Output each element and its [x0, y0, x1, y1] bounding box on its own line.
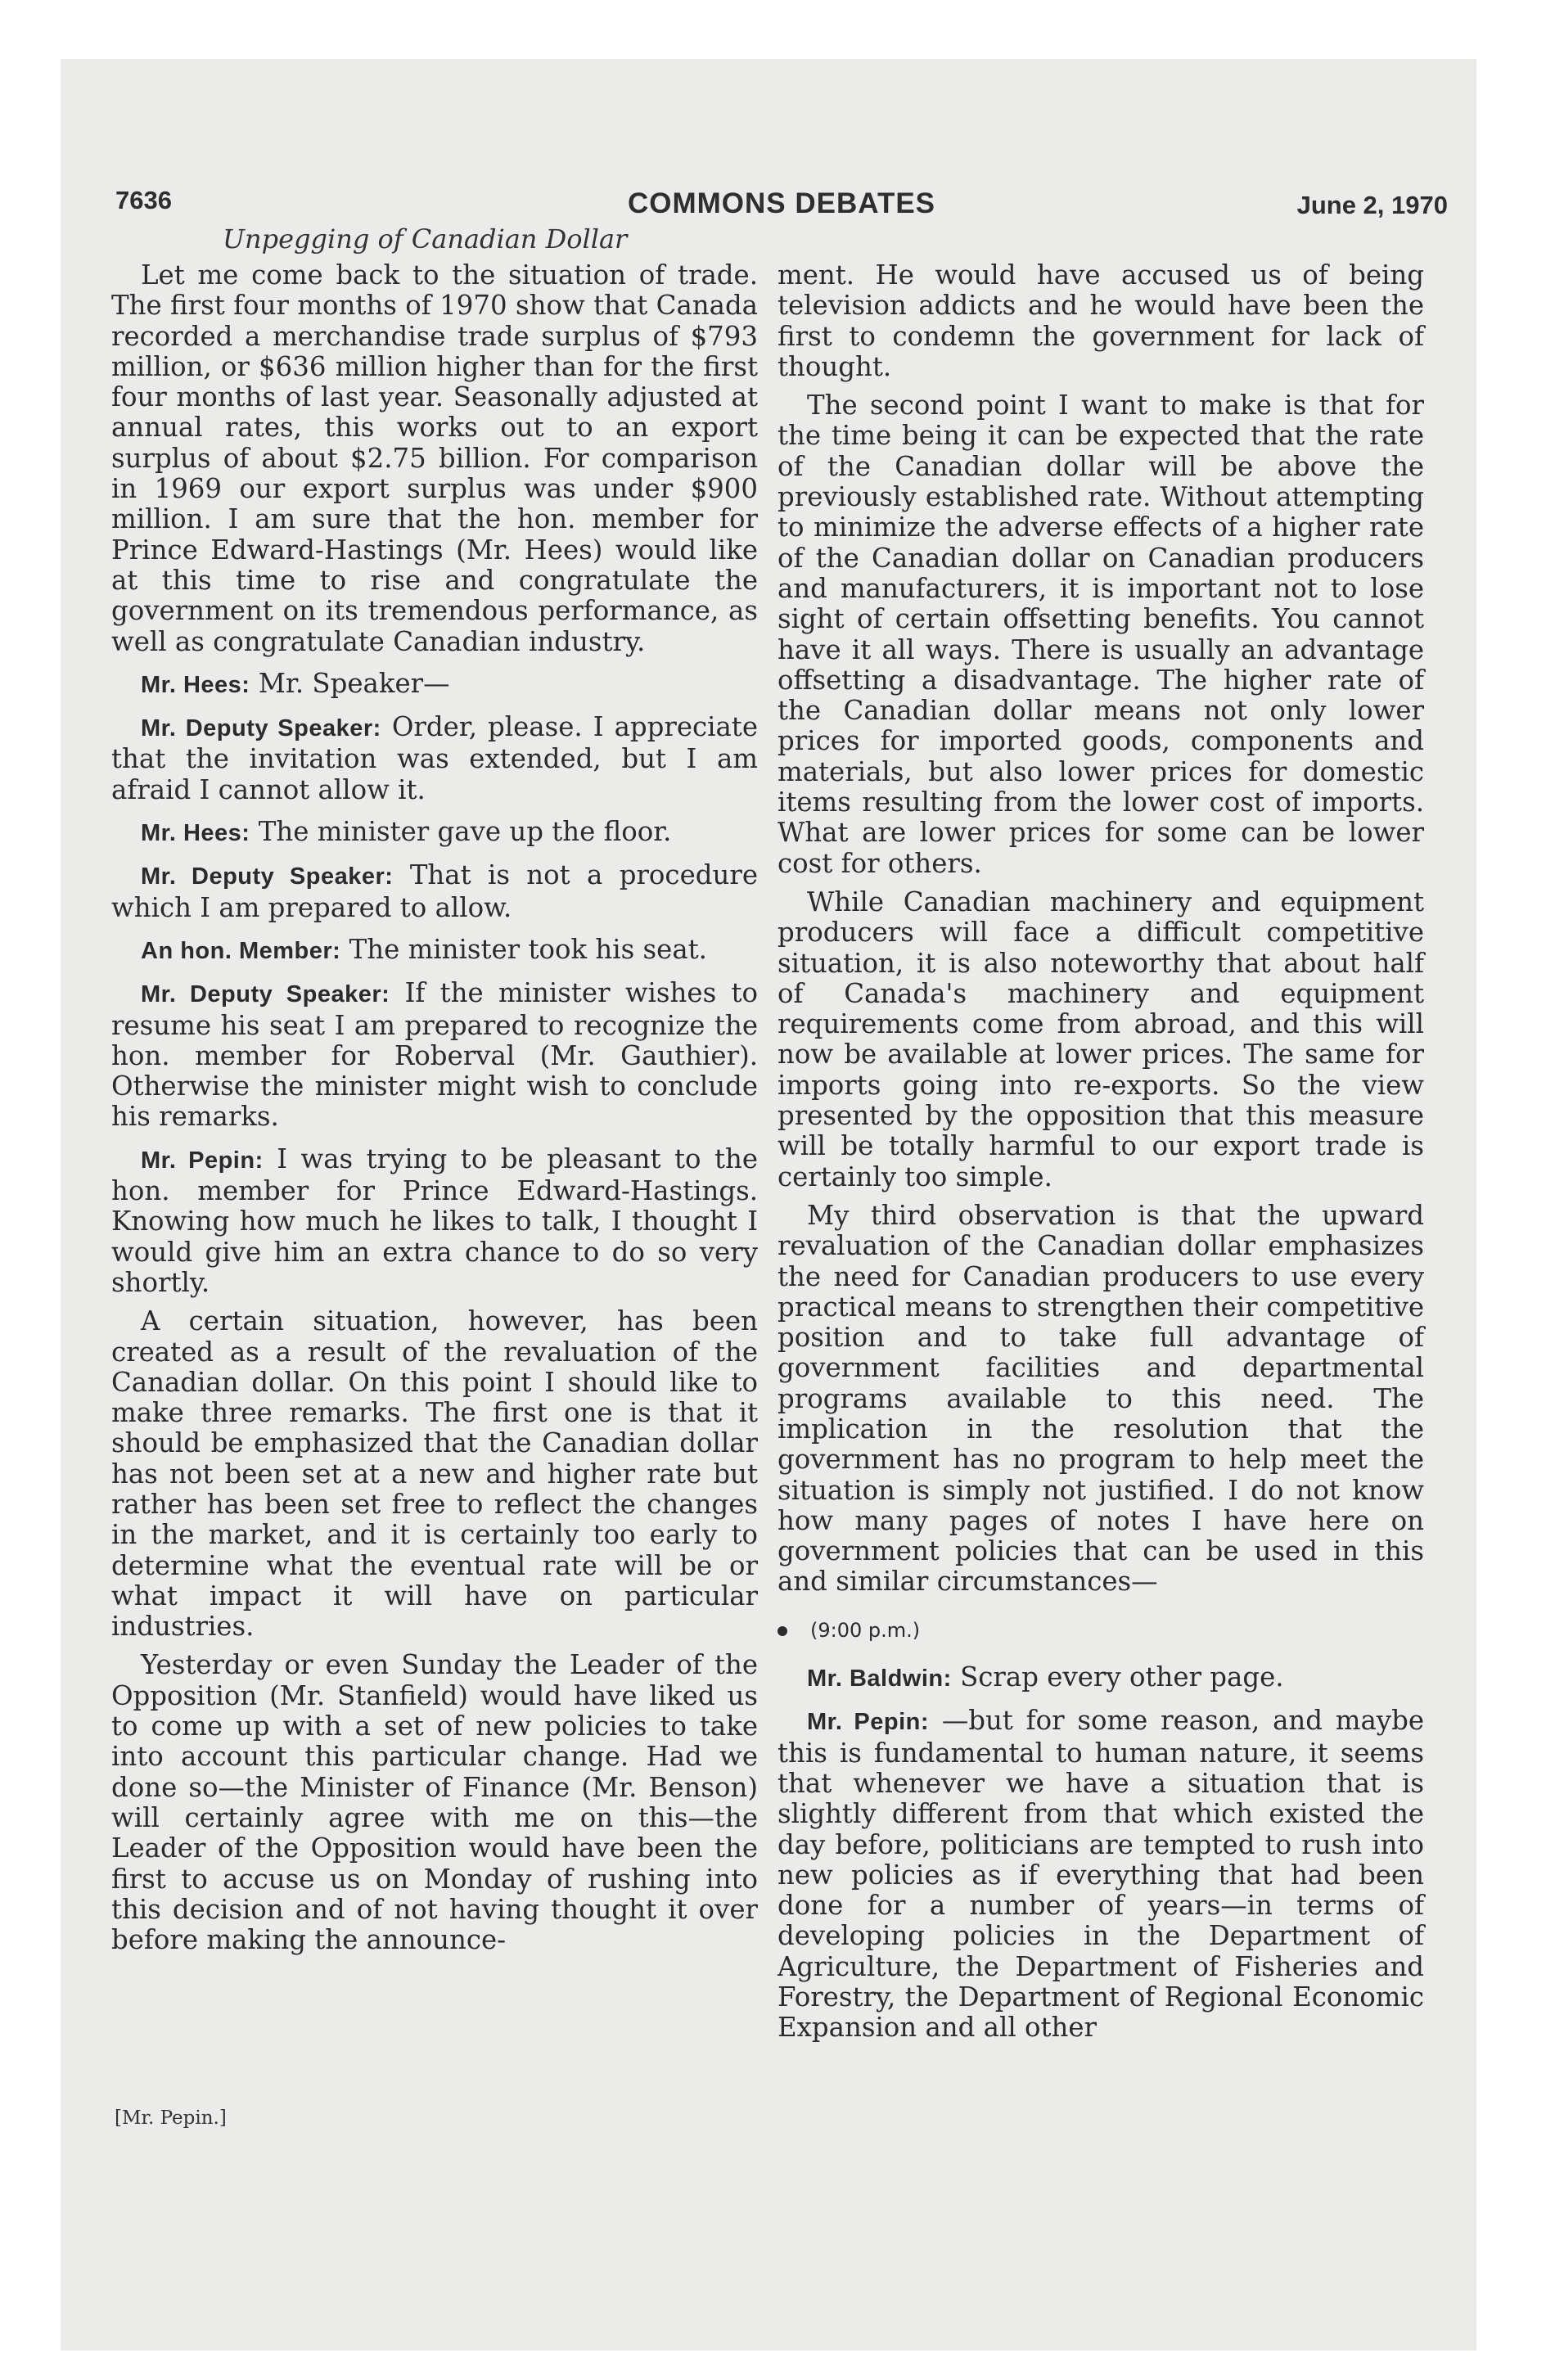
- paragraph: My third observation is that the upward revaluation of the Canadian dollar emphasizes the need for Canadian producers to use every practical means to strengthen their competitive position and to take full advantage of government facilities and departmental programs available to this need. The implication in the resolution that the government has no program to help meet the situation is simply not justified. I do not know how many pages of notes I have here on government policies that can be used in this and similar circumstances—: [778, 1199, 1424, 1598]
- speech-text: The minister took his seat.: [349, 933, 707, 965]
- speech: [111, 817, 758, 849]
- speech: [111, 935, 758, 967]
- right-column: [778, 260, 1424, 2052]
- speaker-name: Mr. Pepin:: [141, 1147, 264, 1174]
- speaker-name: Mr. Hees:: [141, 671, 250, 698]
- bullet-icon: [778, 1626, 787, 1636]
- speaker-name: Mr. Hees:: [141, 820, 250, 847]
- time-marker: [778, 1616, 1424, 1646]
- speaker-name: Mr. Deputy Speaker:: [141, 715, 381, 742]
- speech-text: That is not a procedure which I am prepared to allow.: [111, 859, 758, 923]
- page-number: 7636: [115, 186, 172, 214]
- speaker-name: Mr. Baldwin:: [807, 1666, 952, 1693]
- speech: [778, 1662, 1424, 1694]
- speech: [111, 1144, 758, 1298]
- paragraph: Yesterday or even Sunday the Leader of the Opposition (Mr. Stanfield) would have liked us to come up with a set of new policies to take into account this particular change. Had we done so—the Minister of Finance (Mr. Benson) will certainly agree with me on this—the Leader of the Opposition would have been the first to accuse us on Monday of rushing into this decision and of not having thought it over before making the announce-: [111, 1649, 758, 1956]
- timestamp-text: (9:00 p.m.): [810, 1618, 921, 1642]
- paragraph: Let me come back to the situation of trade. The first four months of 1970 show that Canada recorded a merchandise trade surplus of $793 million, or $636 million higher than for the first four months of last year. Seasonally adjusted at annual rates, this works out to an export surplus of about $2.75 billion. For comparison in 1969 our export surplus was under $900 million. I am sure that the hon. member for Prince Edward-Hastings (Mr. Hees) would like at this time to rise and congratulate the government on its tremendous performance, as well as congratulate Canadian industry.: [111, 259, 758, 657]
- speech: [111, 712, 758, 805]
- speaker-name: Mr. Deputy Speaker:: [141, 863, 394, 890]
- speech-text: I was trying to be pleasant to the hon. member for Prince Edward-Hastings. Knowing how much he likes to talk, I thought I would give him an extra chance to do so very shortly.: [111, 1143, 759, 1298]
- speaker-name: An hon. Member:: [141, 937, 341, 964]
- speech-text: Scrap every other page.: [960, 1661, 1284, 1693]
- speech-text: If the minister wishes to resume his seat I am prepared to recognize the hon. member for Roberval (Mr. Gauthier). Otherwise the minister might wish to conclude his remarks.: [111, 977, 758, 1133]
- paragraph: The second point I want to make is that for the time being it can be expected that the rate of the Canadian dollar will be above the previously established rate. Without attempting to minimize the adverse effects of a higher rate of the Canadian dollar on Canadian producers and manufacturers, it is important not to lose sight of certain offsetting benefits. You cannot have it all ways. There is usually an advantage offsetting a disadvantage. The higher rate of the Canadian dollar means not only lower prices for imported goods, components and materials, but also lower prices for domestic items resulting from the lower cost of imports. What are lower prices for some can be lower cost for others.: [778, 390, 1424, 879]
- publication-date: June 2, 1970: [1296, 191, 1448, 219]
- speech-text: —but for some reason, and maybe this is fundamental to human nature, it seems that whenever we have a situation that is slightly different from that which existed the day before, politicians are tempted to rush into new policies as if everything that had been done for a number of years—in terms of developing policies in the Department of Agriculture, the Department of Fisheries and Forestry, the Department of Regional Economic Expansion and all other: [778, 1705, 1424, 2044]
- speaker-name: Mr. Pepin:: [807, 1709, 930, 1736]
- speech: [111, 978, 758, 1132]
- speech-text: Mr. Speaker—: [258, 667, 450, 699]
- paragraph-continued: ment. He would have accused us of being television addicts and he would have been the first to condemn the government for lack of thought.: [778, 259, 1424, 382]
- speaker-footer: [Mr. Pepin.]: [115, 2107, 227, 2129]
- speech: [111, 669, 758, 701]
- speech-text: The minister gave up the floor.: [258, 816, 672, 848]
- speaker-name: Mr. Deputy Speaker:: [141, 981, 390, 1008]
- paragraph: While Canadian machinery and equipment producers will face a difficult competitive situation, it is also noteworthy that about half of Canada's machinery and equipment requirements come from abroad, and this will now be available at lower prices. The same for imports going into re-exports. So the view presented by the opposition that this measure will be totally harmful to our export trade is certainly too simple.: [778, 886, 1424, 1192]
- page-header: [115, 186, 1448, 225]
- left-column: [111, 260, 758, 1963]
- speech: [778, 1706, 1424, 2043]
- speech: [111, 860, 758, 923]
- paragraph: A certain situation, however, has been created as a result of the revaluation of the Canadian dollar. On this point I should like to make three remarks. The first one is that it should be emphasized that the Canadian dollar has not been set at a new and higher rate but rather has been set free to reflect the changes in the market, and it is certainly too early to determine what the eventual rate will be or what impact it will have on particular industries.: [111, 1305, 758, 1643]
- section-subheading: Unpegging of Canadian Dollar: [223, 223, 628, 255]
- speech-text: Order, please. I appreciate that the invitation was extended, but I am afraid I cannot allow it.: [111, 711, 758, 805]
- publication-title: COMMONS DEBATES: [627, 187, 936, 219]
